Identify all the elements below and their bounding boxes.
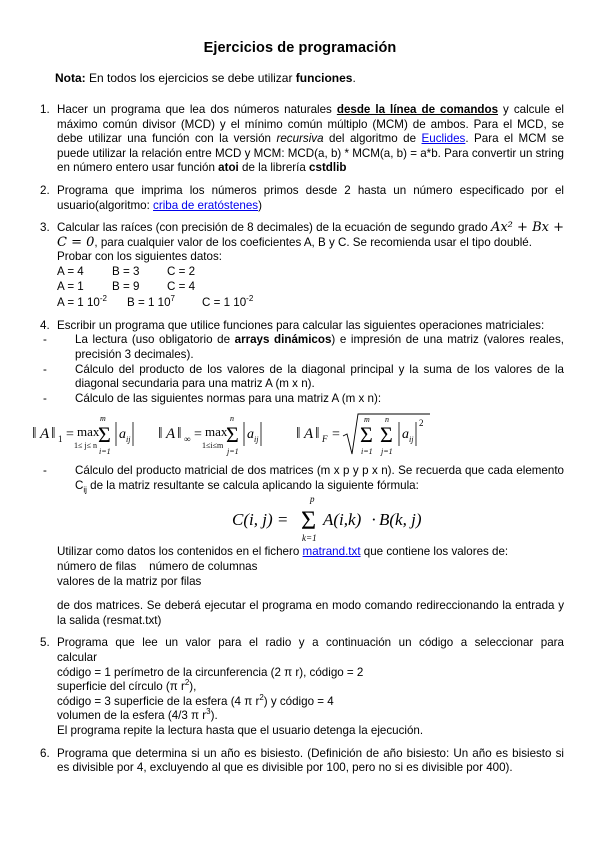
svg-text:F: F — [322, 434, 328, 445]
svg-text:Σ: Σ — [98, 422, 111, 448]
ex4-d1a: La lectura (uso obligatorio de — [75, 333, 231, 347]
svg-text:i=1: i=1 — [99, 447, 111, 457]
ex4-d1b: arrays dinámicos — [234, 333, 332, 347]
ex4-u2: que contiene los valores de: — [363, 545, 509, 559]
ex1-atoi: atoi — [218, 161, 239, 175]
svg-text:j=1: j=1 — [227, 447, 239, 457]
ex4-u3a: número de filas — [57, 560, 137, 574]
ex3-test-intro: Probar con los siguientes datos: — [57, 250, 222, 264]
exercise-6-number: 6. — [40, 746, 50, 760]
ex1-t1: Hacer un programa que lea dos números naturales — [57, 103, 332, 116]
ex4-d1c: ) e impresión de una matriz (valores reales, precisión 3 decimales). — [75, 333, 564, 361]
svg-text:a: a — [402, 427, 409, 443]
ex3-r3-b — [127, 296, 202, 311]
svg-text:1≤i≤m: 1≤i≤m — [202, 441, 224, 451]
svg-text:B(k, j): B(k, j) — [379, 510, 422, 530]
ex3-r3-c-base: C = 1 10 — [202, 296, 247, 310]
ex4-d3: Cálculo de las siguientes normas para una matriz A (m x n): — [75, 391, 382, 405]
ex3-r3-a-base: A = 1 10 — [57, 296, 100, 310]
exercise-4-number: 4. — [40, 318, 50, 332]
ex1-cstdlib: cstdlib — [309, 161, 347, 175]
ex1-t5: de la librería — [242, 161, 306, 175]
svg-text:n: n — [385, 415, 389, 425]
ex3-r3-c — [202, 296, 253, 311]
exercise-4 — [32, 318, 564, 637]
ex5-t5b: ). — [210, 709, 218, 723]
ex4-item-2 — [40, 363, 564, 392]
nota-label: Nota: — [55, 71, 86, 85]
product-formula-graphic — [57, 493, 577, 543]
svg-text:k=1: k=1 — [302, 533, 317, 544]
ex1-t4: . Para el MCM se puede utilizar la relación entre MCD y MCM: MCD(a, b) * MCM(a, b) = a*b. Para convertir un string en número entero usar función — [57, 132, 564, 175]
ex4-sublist — [40, 333, 564, 406]
ex4-u5: de dos matrices. Se deberá ejecutar el programa en modo comando redireccionando la entrada y la salida (resmat.txt) — [57, 599, 564, 627]
exercise-3 — [40, 221, 564, 319]
svg-text:1≤ j≤ n: 1≤ j≤ n — [74, 441, 98, 451]
ex3-r1-a: A = 4 — [57, 264, 84, 278]
ex5-t3b: ), — [189, 680, 197, 694]
ex5-t5sup: 3 — [206, 707, 211, 717]
dash-bullet: - — [43, 464, 47, 478]
svg-text:=: = — [332, 427, 340, 443]
exercise-1 — [40, 103, 564, 184]
svg-text:·: · — [371, 510, 377, 530]
svg-text:m: m — [364, 415, 370, 425]
ex3-data-row-3 — [57, 296, 564, 311]
ex3-data-row-1 — [40, 265, 564, 280]
ex5-t6: El programa repite la lectura hasta que el usuario detenga la ejecución. — [57, 724, 424, 737]
svg-text:max: max — [205, 424, 228, 440]
ex1-emphasis: desde la línea de comandos — [336, 103, 499, 116]
exercise-1-text — [57, 103, 564, 176]
svg-text:‖: ‖ — [51, 425, 56, 443]
exercise-2-number: 2. — [40, 183, 50, 197]
ex4-sublist-2 — [40, 464, 564, 493]
ex3-r3-a — [57, 296, 127, 311]
quadratic-equation: Ax² + Bx + C = 0 — [57, 220, 564, 250]
svg-text:A(i,k): A(i,k) — [323, 510, 362, 530]
ex5-t3sup: 2 — [184, 678, 190, 688]
nota-end: . — [352, 71, 356, 85]
dash-bullet: - — [43, 333, 47, 347]
ex4-item-1 — [40, 333, 564, 362]
svg-text:ij: ij — [409, 435, 414, 445]
ex4-u4: valores de la matriz por filas — [57, 574, 202, 588]
dash-bullet: - — [43, 391, 47, 405]
exercise-1-number: 1. — [40, 103, 50, 116]
nota-line — [55, 71, 356, 85]
ex3-r3-b-base: B = 1 10 — [127, 296, 171, 310]
ex3-r3-b-exp: 7 — [170, 294, 175, 304]
svg-text:=: = — [66, 427, 74, 443]
exercise-3-number: 3. — [40, 221, 50, 235]
ex3-data-row-2 — [57, 280, 564, 295]
ex4-d4sub: ij — [83, 485, 87, 495]
matrand-link[interactable]: matrand.txt — [302, 545, 361, 559]
ex3-r3-c-exp: -2 — [246, 294, 254, 304]
ex5-t4sup: 2 — [259, 692, 264, 702]
product-formula — [57, 493, 564, 543]
svg-text:Σ: Σ — [380, 422, 393, 448]
svg-text:‖: ‖ — [296, 425, 301, 443]
ex1-italic: recursiva — [276, 132, 324, 146]
svg-text:‖: ‖ — [158, 425, 163, 443]
exercise-list — [32, 103, 564, 776]
svg-text:a: a — [119, 427, 126, 443]
svg-text:i=1: i=1 — [361, 447, 373, 457]
svg-text:2: 2 — [419, 418, 424, 429]
ex5-t4a: código = 3 superficie de la esfera (4 π r — [57, 694, 260, 708]
ex6-t1: Programa que determina si un año es bisiesto. (Definición de año bisiesto: Un año es bisiesto si es divisible por 4, excluyendo al que es divisible por 100, pero no si es divisible por 400). — [57, 746, 564, 775]
ex2-t1: Programa que imprima los números primos desde 2 hasta un número especificado por el usuario(algoritmo: — [57, 183, 564, 212]
ex3-r2-b: B = 9 — [112, 279, 140, 293]
svg-text:a: a — [247, 427, 254, 443]
svg-text:1: 1 — [58, 434, 63, 445]
ex2-t2: ) — [258, 198, 262, 212]
svg-text:ij: ij — [254, 435, 259, 445]
svg-text:j=1: j=1 — [381, 447, 393, 457]
svg-text:m: m — [100, 414, 106, 424]
ex3-t2: , para cualquier valor de los coeficientes A, B y C. Se recomienda usar el tipo doublé. — [94, 235, 532, 249]
ex4-item-1-text — [75, 333, 564, 362]
norm-formulas-graphic — [30, 410, 570, 464]
ex3-r3-a-exp: -2 — [99, 294, 107, 304]
ex4-d2: Cálculo del producto de los valores de la diagonal principal y la suma de los valores de la diagonal secundaria para una matriz A (m x n). — [75, 362, 564, 391]
exercise-2-text — [57, 184, 564, 213]
ex3-r1-b: B = 3 — [112, 264, 140, 278]
euclides-link[interactable]: Euclides — [421, 132, 466, 146]
nota-bold: funciones — [295, 71, 353, 85]
ex4-intro: Escribir un programa que utilice funciones para calcular las siguientes operaciones matriciales: — [57, 318, 545, 332]
exercise-3-text — [57, 221, 564, 250]
criba-link[interactable]: criba de eratóstenes — [153, 198, 259, 212]
ex4-item-3 — [40, 392, 564, 407]
svg-text:A: A — [166, 426, 176, 443]
svg-text:n: n — [230, 414, 234, 424]
ex1-t3: del algoritmo de — [329, 132, 417, 146]
nota-text: En todos los ejercicios se debe utilizar — [89, 71, 293, 85]
ex4-d4b: de la matriz resultante se calcula aplicando la siguiente fórmula: — [90, 478, 419, 492]
exercise-6 — [40, 747, 564, 776]
ex4-item-4-text — [75, 464, 564, 493]
ex4-item-4 — [40, 464, 564, 493]
svg-text:=: = — [194, 427, 202, 443]
svg-text:Σ: Σ — [360, 422, 373, 448]
ex5-t5a: volumen de la esfera (4/3 π r — [57, 709, 207, 723]
ex3-r2-c: C = 4 — [167, 279, 196, 293]
ex5-line-3 — [57, 680, 564, 695]
ex3-r1-c: C = 2 — [167, 264, 196, 278]
page-title: Ejercicios de programación — [203, 40, 397, 56]
svg-text:‖: ‖ — [177, 425, 182, 443]
svg-text:p: p — [310, 494, 315, 505]
ex1-t2: y calcule el máximo común divisor (MCD) y el mínimo común múltiplo (MCM) de ambos. Para el MCD, se debe utilizar una función con la versión — [57, 103, 564, 146]
svg-text:C(i, j) =: C(i, j) = — [232, 510, 289, 530]
ex5-t2: código = 1 perímetro de la circunferencia (2 π r), código = 2 — [57, 665, 364, 679]
svg-text:∞: ∞ — [184, 434, 191, 445]
svg-text:‖: ‖ — [32, 425, 37, 443]
svg-text:Σ: Σ — [301, 506, 317, 536]
svg-text:ij: ij — [126, 435, 131, 445]
ex5-t3a: superficie del círculo (π r — [57, 680, 185, 694]
norm-formulas — [30, 410, 564, 464]
ex4-u1: Utilizar como datos los contenidos en el fichero — [57, 545, 300, 559]
ex4-data-line-1 — [57, 545, 564, 560]
exercise-5 — [40, 636, 564, 746]
ex4-u3b: número de columnas — [149, 560, 258, 574]
svg-text:‖: ‖ — [315, 425, 320, 443]
svg-text:A: A — [304, 426, 314, 443]
ex5-line-4 — [57, 692, 564, 710]
ex4-data-line-2 — [57, 560, 564, 575]
ex4-d4a: Cálculo del producto matricial de dos matrices (m x p y p x n). Se recuerda que cada elemento C — [75, 464, 564, 492]
dash-bullet: - — [43, 362, 47, 376]
ex3-t1: Calcular las raíces (con precisión de 8 decimales) de la ecuación de segundo grado — [57, 221, 488, 235]
svg-text:Σ: Σ — [226, 422, 239, 448]
ex5-line-5 — [57, 709, 564, 724]
exercise-5-number: 5. — [40, 636, 50, 650]
ex3-r2-a: A = 1 — [57, 279, 84, 293]
svg-text:max: max — [77, 424, 100, 440]
svg-text:A: A — [40, 426, 50, 443]
ex5-t4b: ) y código = 4 — [263, 694, 334, 708]
exercise-2 — [40, 184, 564, 221]
ex5-t1: Programa que lee un valor para el radio y a continuación un código a seleccionar para calcular — [57, 636, 564, 665]
